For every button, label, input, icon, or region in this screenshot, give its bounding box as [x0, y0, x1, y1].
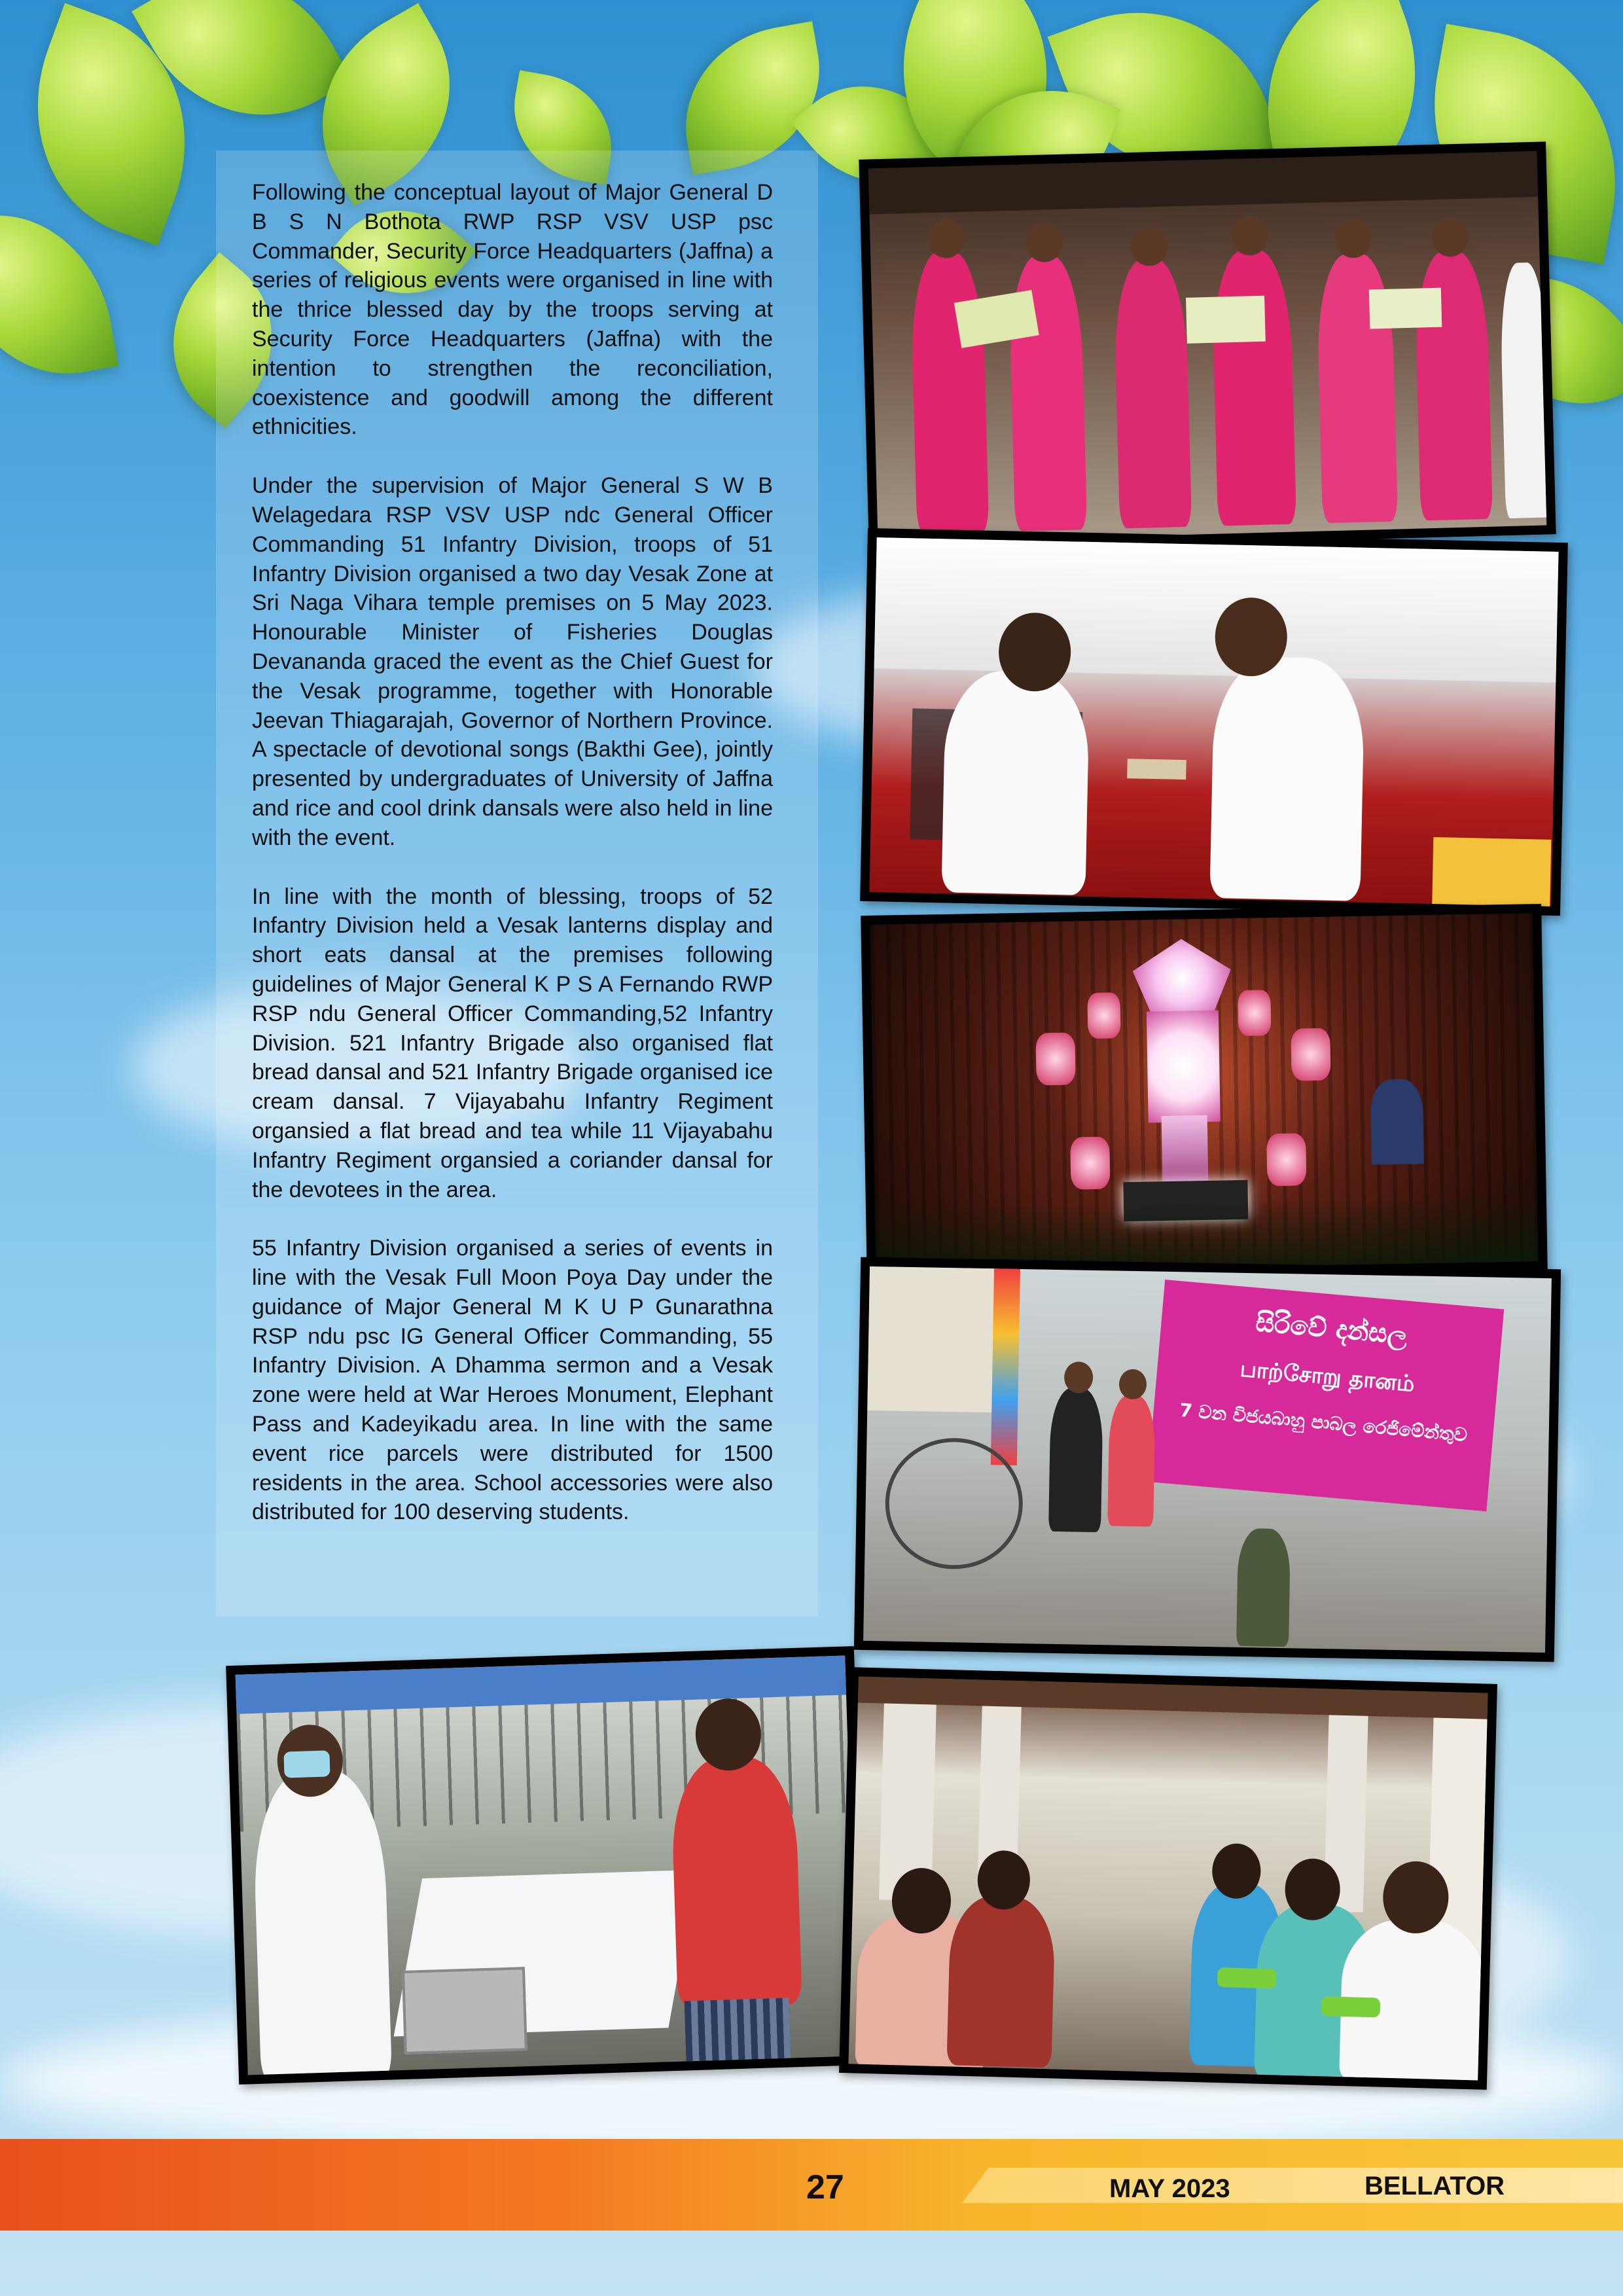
banner-line: பாற்சோறு தானம் [1239, 1355, 1416, 1397]
page-number: 27 [806, 2168, 844, 2206]
footer-band [962, 2168, 1623, 2203]
photo-presentation [860, 528, 1568, 916]
banner-line: සිරිවේ දන්සල [1254, 1307, 1409, 1351]
issue-date: MAY 2023 [1109, 2174, 1230, 2203]
article-body [252, 178, 773, 1556]
photo-dansal-banner [854, 1257, 1561, 1662]
photo-ice-cream-dansal [226, 1646, 867, 2085]
photo-vesak-lantern [861, 904, 1548, 1282]
paragraph: Following the conceptual layout of Major General D B S N Bothota RWP RSP VSV USP psc Commander, Security Force Headquarters (Jaffna) a series of religious events were organised in line with the thrice blessed day by the troops serving at Security Force Headquarters (Jaffna) with the intention to strengthen the reconciliation, coexistence and goodwill among the different ethnicities. [252, 180, 773, 440]
paragraph: In line with the month of blessing, troops of 52 Infantry Division held a Vesak lanterns display and short eats dansal at the premises following guidelines of Major General K P S A Fernando RWP RSP ndu General Officer Commanding,52 Infantry Division. 521 Infantry Brigade also organised flat bread dansal and 521 Infantry Brigade organised ice cream dansal. 7 Vijayabahu Infantry Regiment organsied a flat bread and tea while 11 Vijayabahu Infantry Regiment organsied a coriander dansal for the devotees in the area. [252, 884, 773, 1202]
magazine-name: BELLATOR [1364, 2172, 1505, 2200]
paragraph: Under the supervision of Major General S W B Welagedara RSP VSV USP ndc General Officer Commanding 51 Infantry Division, troops of 51 Infantry Division organised a two day Vesak Zone at Sri Naga Vihara temple premises on 5 May 2023. Honourable Minister of Fisheries Douglas Devananda graced the event as the Chief Guest for the Vesak programme, together with Honorable Jeevan Thiagarajah, Governor of Northern Province. A spectacle of devotional songs (Bakthi Gee), jointly presented by undergraduates of University of Jaffna and rice and cool drink dansals were also held in line with the event. [252, 473, 773, 850]
banner-line: 7 වන විජයබාහු පාබල රෙජිමේන්තුව [1178, 1399, 1469, 1446]
photo-choir [859, 141, 1556, 552]
paragraph: 55 Infantry Division organised a series of events in line with the Vesak Full Moon Poya Day under the guidance of Major General M K U P Gunarathna RSP ndu psc IG General Officer Commanding, 55 Infantry Division. A Dhamma sermon and a Vesak zone were held at War Heroes Monument, Elephant Pass and Kadeyikadu area. In line with the same event rice parcels were distributed for 1500 residents in the area. School accessories were also distributed for 100 deserving students. [252, 1236, 773, 1525]
bo-leaf [0, 198, 118, 391]
photo-rice-parcels [839, 1667, 1497, 2090]
